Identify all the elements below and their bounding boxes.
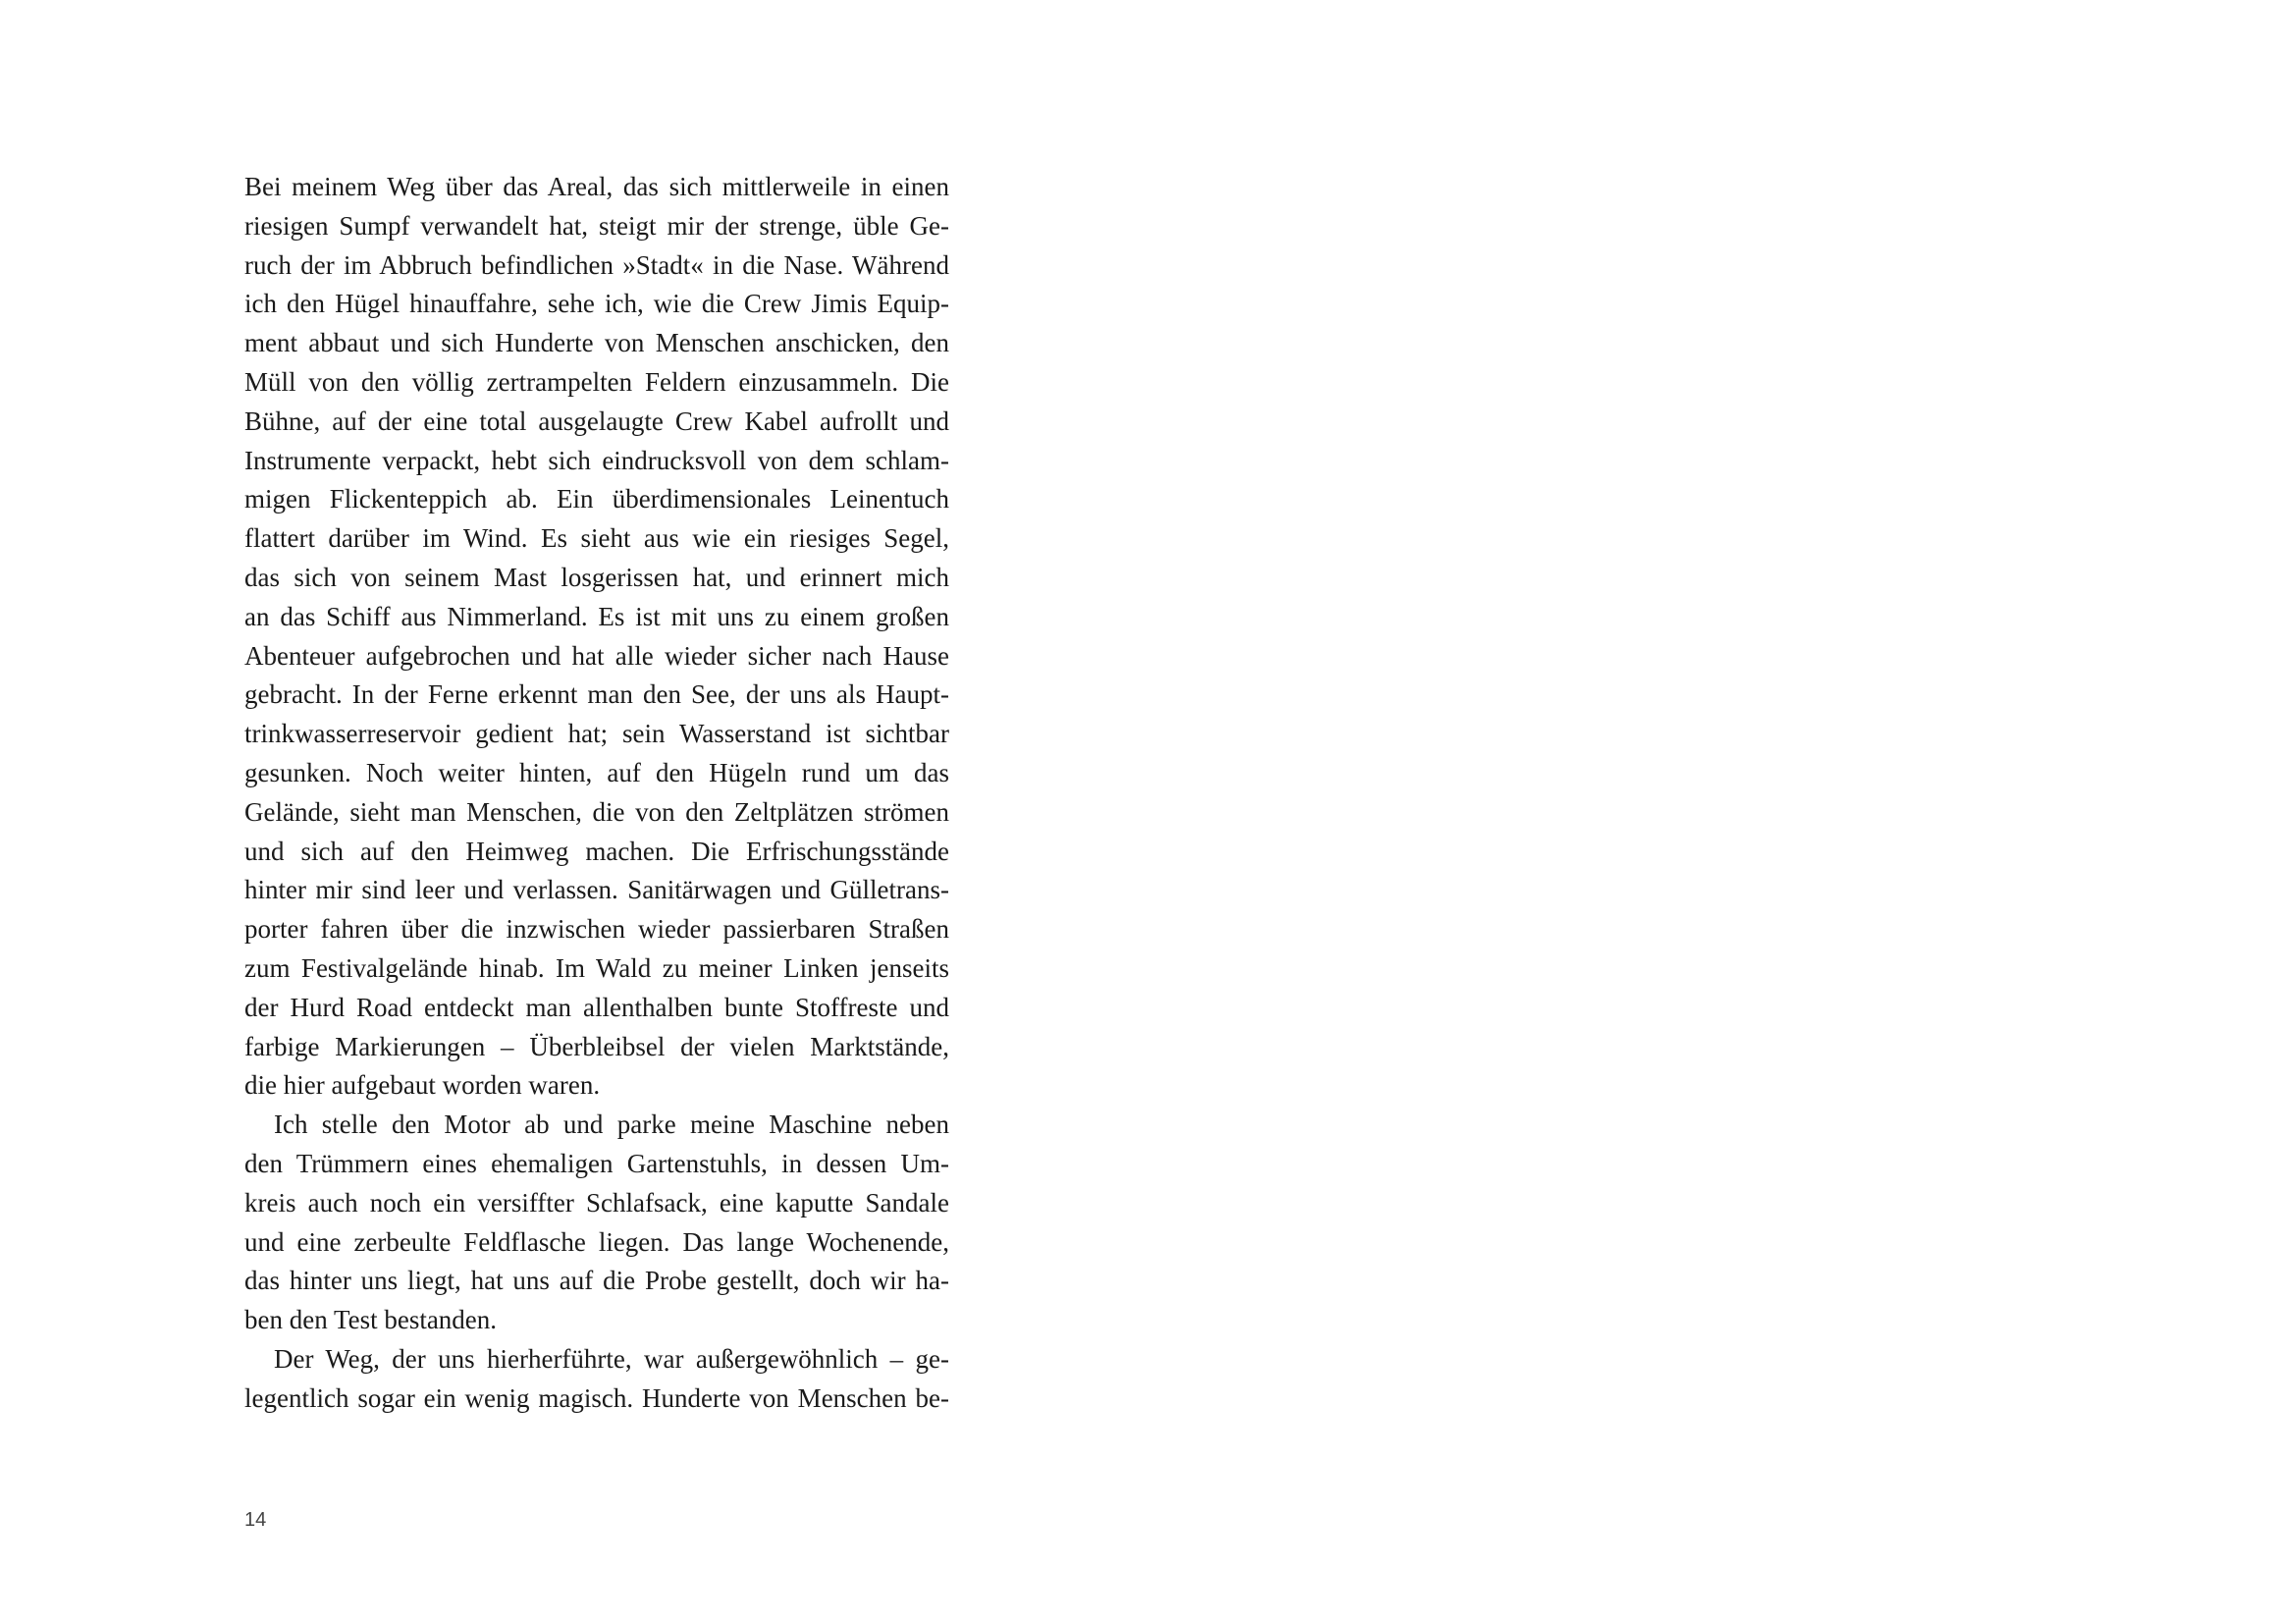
text-line: porter fahren über die inzwischen wieder passierbaren Straßen <box>244 914 949 945</box>
text-line: ben den Test bestanden. <box>244 1305 498 1335</box>
text-line: legentlich sogar ein wenig magisch. Hunderte von Menschen be- <box>244 1382 949 1413</box>
text-line: farbige Markierungen – Überbleibsel der vielen Marktstände, <box>244 1031 949 1061</box>
text-line: riesigen Sumpf verwandelt hat, steigt mir der strenge, üble Ge- <box>244 210 949 241</box>
page-number: 14 <box>244 1509 267 1531</box>
text-line: den Trümmern eines ehemaligen Gartenstuhls, in dessen Um- <box>244 1148 949 1178</box>
text-line: der Hurd Road entdeckt man allenthalben bunte Stoffreste und <box>244 992 949 1022</box>
text-line: das sich von seinem Mast losgerissen hat, und erinnert mich <box>244 562 949 592</box>
text-line: und sich auf den Heimweg machen. Die Erfrischungsstände <box>244 836 949 866</box>
text-line: Ich stelle den Motor ab und parke meine Maschine neben <box>274 1110 949 1140</box>
text-line: und eine zerbeulte Feldflasche liegen. Das lange Wochenende, <box>244 1226 949 1257</box>
text-line: gesunken. Noch weiter hinten, auf den Hügeln rund um das <box>244 757 949 787</box>
text-line: kreis auch noch ein versiffter Schlafsack, eine kaputte Sandale <box>244 1187 949 1218</box>
body-text <box>244 168 949 1419</box>
text-line: Müll von den völlig zertrampelten Feldern einzusammeln. Die <box>244 366 949 397</box>
text-line: ich den Hügel hinauffahre, sehe ich, wie die Crew Jimis Equip- <box>244 289 949 319</box>
text-line: trinkwasserreservoir gedient hat; sein Wasserstand ist sichtbar <box>244 719 949 749</box>
text-line: Abenteuer aufgebrochen und hat alle wieder sicher nach Hause <box>244 640 949 671</box>
text-line: migen Flickenteppich ab. Ein überdimensionales Leinentuch <box>244 484 949 514</box>
text-line: Instrumente verpackt, hebt sich eindrucksvoll von dem schlam- <box>244 445 949 475</box>
text-line: hinter mir sind leer und verlassen. Sanitärwagen und Gülletrans- <box>244 875 949 905</box>
text-line: ruch der im Abbruch befindlichen »Stadt« in die Nase. Während <box>244 249 949 280</box>
text-line: ment abbaut und sich Hunderte von Menschen anschicken, den <box>244 328 949 358</box>
text-line: Bühne, auf der eine total ausgelaugte Crew Kabel aufrollt und <box>244 406 949 436</box>
text-line: Der Weg, der uns hierherführte, war außergewöhnlich – ge- <box>274 1343 949 1374</box>
text-line: das hinter uns liegt, hat uns auf die Probe gestellt, doch wir ha- <box>244 1266 949 1296</box>
text-line: gebracht. In der Ferne erkennt man den See, der uns als Haupt- <box>244 679 949 710</box>
text-line: flattert darüber im Wind. Es sieht aus wie ein riesiges Segel, <box>244 523 949 554</box>
text-line: Gelände, sieht man Menschen, die von den Zeltplätzen strömen <box>244 796 949 827</box>
text-line: die hier aufgebaut worden waren. <box>244 1070 601 1101</box>
text-line: an das Schiff aus Nimmerland. Es ist mit uns zu einem großen <box>244 601 949 631</box>
text-line: zum Festivalgelände hinab. Im Wald zu meiner Linken jenseits <box>244 952 949 983</box>
text-line: Bei meinem Weg über das Areal, das sich mittlerweile in einen <box>244 172 949 201</box>
